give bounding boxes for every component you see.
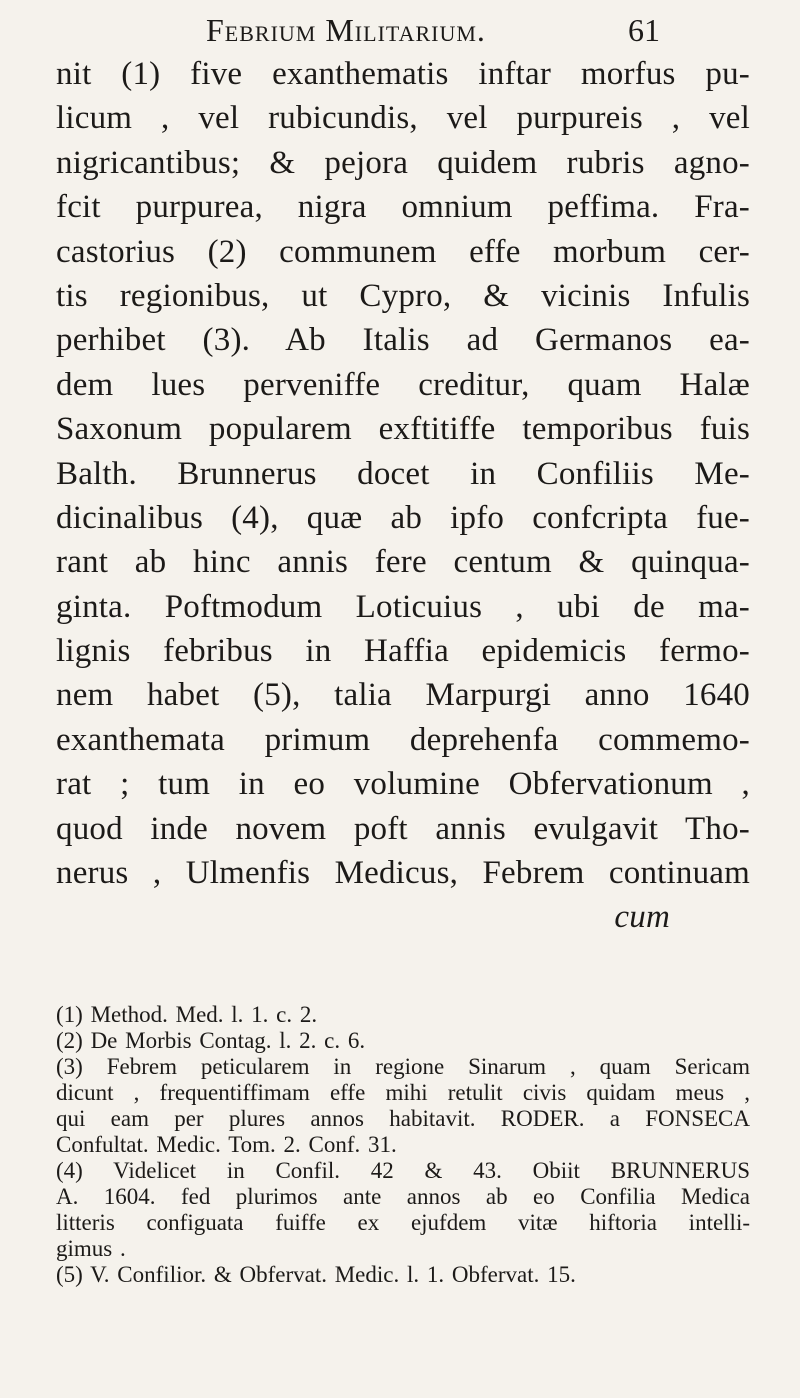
text-line: nem habet (5), talia Marpurgi anno 1640: [56, 677, 750, 714]
footnote-line: dicunt , frequentiffimam effe mihi retulit civis quidam meus ,: [56, 1079, 750, 1105]
footnote-line: A. 1604. fed plurimos ante annos ab eo Confilia Medica: [56, 1183, 750, 1209]
text-line: quod inde novem poft annis evulgavit Tho-: [56, 810, 750, 847]
text-line: castorius (2) communem effe morbum cer-: [56, 233, 750, 270]
text-line: fcit purpurea, nigra omnium peffima. Fra-: [56, 189, 750, 226]
text-line: perhibet (3). Ab Italis ad Germanos ea-: [56, 322, 750, 359]
text-line: rant ab hinc annis fere centum & quinqua-: [56, 544, 750, 581]
text-line: dem lues perveniffe creditur, quam Halæ: [56, 366, 750, 403]
text-line: dicinalibus (4), quæ ab ipfo confcripta fue-: [56, 499, 750, 536]
text-line: ginta. Poftmodum Loticuius , ubi de ma-: [56, 588, 750, 625]
catchword: cum: [614, 899, 670, 936]
footnote-line: (4) Videlicet in Confil. 42 & 43. Obiit BRUNNERUS: [56, 1157, 750, 1183]
text-line: tis regionibus, ut Cypro, & vicinis Infulis: [56, 277, 750, 314]
text-line: nit (1) five exanthematis inftar morfus pu-: [56, 56, 750, 92]
running-title: Febrium Militarium.: [206, 12, 486, 48]
running-head: [56, 8, 750, 52]
footnote-line: (5) V. Confilior. & Obfervat. Medic. l. 1. Obfervat. 15.: [56, 1261, 576, 1287]
text-line: Saxonum popularem exftitiffe temporibus fuis: [56, 411, 750, 448]
footnotes: [56, 1002, 750, 1288]
footnote-line: (2) De Morbis Contag. l. 2. c. 6.: [56, 1027, 366, 1053]
footnote-line: qui eam per plures annos habitavit. RODER. a FONSECA: [56, 1105, 750, 1131]
text-line: lignis febribus in Haffia epidemicis fermo-: [56, 633, 750, 670]
footnote-line: (1) Method. Med. l. 1. c. 2.: [56, 1001, 318, 1027]
footnote-line: (3) Febrem peticularem in regione Sinarum , quam Sericam: [56, 1053, 750, 1079]
text-line: nerus , Ulmenfis Medicus, Febrem continuam: [56, 855, 750, 892]
footnote-line: Confultat. Medic. Tom. 2. Conf. 31.: [56, 1131, 397, 1157]
text-line: Balth. Brunnerus docet in Confiliis Me-: [56, 455, 750, 492]
text-line: rat ; tum in eo volumine Obfervationum ,: [56, 766, 750, 803]
page-number: 61: [628, 12, 660, 48]
text-line: licum , vel rubicundis, vel purpureis , vel: [56, 100, 750, 137]
footnote-line: gimus .: [56, 1235, 126, 1261]
footnote-line: litteris configuata fuiffe ex ejufdem vitæ hiftoria intelli-: [56, 1209, 750, 1235]
text-line: exanthemata primum deprehenfa commemo-: [56, 721, 750, 758]
text-line: nigricantibus; & pejora quidem rubris agno-: [56, 144, 750, 181]
body-text: [56, 52, 750, 940]
